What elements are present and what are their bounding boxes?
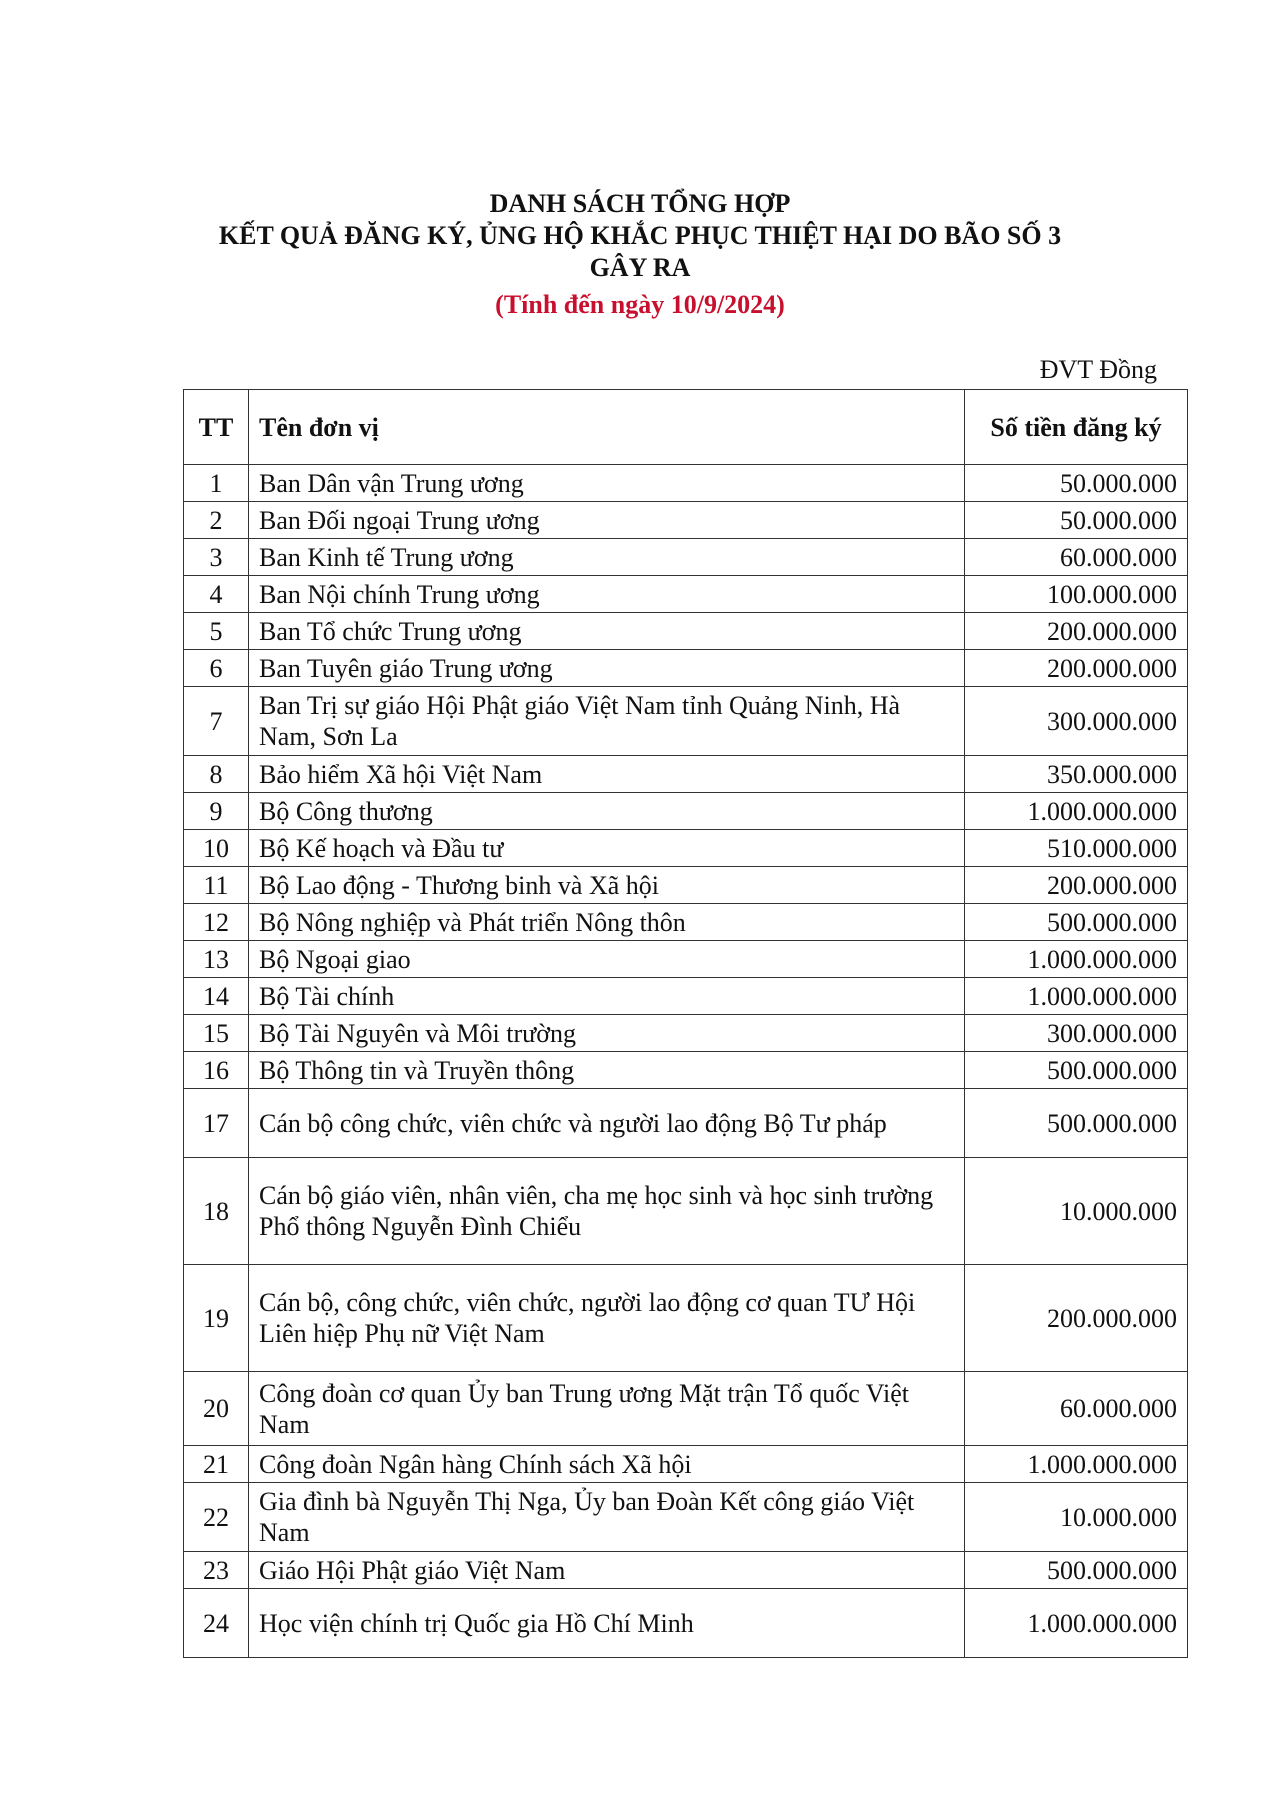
registered-amount: 60.000.000 <box>965 539 1188 576</box>
unit-name: Ban Kinh tế Trung ương <box>249 539 965 576</box>
unit-name: Bảo hiểm Xã hội Việt Nam <box>249 756 965 793</box>
registered-amount: 500.000.000 <box>965 1089 1188 1158</box>
unit-name: Ban Dân vận Trung ương <box>249 465 965 502</box>
table-row <box>184 1052 1188 1089</box>
unit-name: Giáo Hội Phật giáo Việt Nam <box>249 1552 965 1589</box>
registered-amount: 510.000.000 <box>965 830 1188 867</box>
row-number: 5 <box>184 613 249 650</box>
row-number: 18 <box>184 1158 249 1265</box>
unit-name: Bộ Thông tin và Truyền thông <box>249 1052 965 1089</box>
row-number: 9 <box>184 793 249 830</box>
column-header-name: Tên đơn vị <box>249 390 965 465</box>
unit-label: ĐVT Đồng <box>1039 355 1157 384</box>
table-row <box>184 1015 1188 1052</box>
unit-name: Bộ Tài chính <box>249 978 965 1015</box>
registered-amount: 200.000.000 <box>965 1265 1188 1372</box>
row-number: 7 <box>184 687 249 756</box>
registered-amount: 50.000.000 <box>965 502 1188 539</box>
registered-amount: 10.000.000 <box>965 1158 1188 1265</box>
unit-name: Ban Đối ngoại Trung ương <box>249 502 965 539</box>
table-row <box>184 1483 1188 1552</box>
table-row <box>184 1589 1188 1658</box>
column-header-tt: TT <box>184 390 249 465</box>
table-row <box>184 867 1188 904</box>
unit-name: Học viện chính trị Quốc gia Hồ Chí Minh <box>249 1589 965 1658</box>
table-row <box>184 941 1188 978</box>
row-number: 22 <box>184 1483 249 1552</box>
table-row <box>184 756 1188 793</box>
title-line-1: DANH SÁCH TỔNG HỢP <box>489 189 791 218</box>
table-row <box>184 1265 1188 1372</box>
row-number: 14 <box>184 978 249 1015</box>
row-number: 2 <box>184 502 249 539</box>
unit-name: Bộ Ngoại giao <box>249 941 965 978</box>
table-row <box>184 650 1188 687</box>
unit-name: Cán bộ giáo viên, nhân viên, cha mẹ học sinh và học sinh trường Phổ thông Nguyễn Đình Chiểu <box>249 1158 965 1265</box>
table-row <box>184 793 1188 830</box>
unit-name: Cán bộ, công chức, viên chức, người lao động cơ quan TƯ Hội Liên hiệp Phụ nữ Việt Nam <box>249 1265 965 1372</box>
row-number: 19 <box>184 1265 249 1372</box>
registered-amount: 500.000.000 <box>965 1552 1188 1589</box>
row-number: 21 <box>184 1446 249 1483</box>
registered-amount: 10.000.000 <box>965 1483 1188 1552</box>
table-row <box>184 576 1188 613</box>
table-row <box>184 465 1188 502</box>
row-number: 16 <box>184 1052 249 1089</box>
date-subtitle: (Tính đến ngày 10/9/2024) <box>495 290 785 319</box>
registered-amount: 50.000.000 <box>965 465 1188 502</box>
row-number: 8 <box>184 756 249 793</box>
registered-amount: 1.000.000.000 <box>965 1589 1188 1658</box>
registered-amount: 350.000.000 <box>965 756 1188 793</box>
donation-table <box>183 389 1188 1658</box>
row-number: 24 <box>184 1589 249 1658</box>
row-number: 6 <box>184 650 249 687</box>
table-row <box>184 978 1188 1015</box>
table-row <box>184 502 1188 539</box>
unit-name: Ban Tổ chức Trung ương <box>249 613 965 650</box>
unit-name: Cán bộ công chức, viên chức và người lao động Bộ Tư pháp <box>249 1089 965 1158</box>
table-row <box>184 1446 1188 1483</box>
registered-amount: 200.000.000 <box>965 613 1188 650</box>
column-header-amount: Số tiền đăng ký <box>965 390 1188 465</box>
registered-amount: 300.000.000 <box>965 1015 1188 1052</box>
registered-amount: 500.000.000 <box>965 1052 1188 1089</box>
table-header-row <box>184 390 1188 465</box>
registered-amount: 500.000.000 <box>965 904 1188 941</box>
unit-name: Bộ Công thương <box>249 793 965 830</box>
unit-name: Công đoàn Ngân hàng Chính sách Xã hội <box>249 1446 965 1483</box>
unit-name: Bộ Nông nghiệp và Phát triển Nông thôn <box>249 904 965 941</box>
unit-name: Ban Trị sự giáo Hội Phật giáo Việt Nam tỉnh Quảng Ninh, Hà Nam, Sơn La <box>249 687 965 756</box>
row-number: 23 <box>184 1552 249 1589</box>
unit-name: Bộ Tài Nguyên và Môi trường <box>249 1015 965 1052</box>
registered-amount: 1.000.000.000 <box>965 978 1188 1015</box>
registered-amount: 100.000.000 <box>965 576 1188 613</box>
table-row <box>184 830 1188 867</box>
unit-name: Bộ Lao động - Thương binh và Xã hội <box>249 867 965 904</box>
unit-name: Ban Tuyên giáo Trung ương <box>249 650 965 687</box>
row-number: 17 <box>184 1089 249 1158</box>
row-number: 12 <box>184 904 249 941</box>
registered-amount: 60.000.000 <box>965 1372 1188 1446</box>
unit-name: Công đoàn cơ quan Ủy ban Trung ương Mặt trận Tổ quốc Việt Nam <box>249 1372 965 1446</box>
registered-amount: 300.000.000 <box>965 687 1188 756</box>
registered-amount: 1.000.000.000 <box>965 1446 1188 1483</box>
table-row <box>184 1089 1188 1158</box>
table-row <box>184 687 1188 756</box>
row-number: 4 <box>184 576 249 613</box>
registered-amount: 1.000.000.000 <box>965 941 1188 978</box>
title-line-2: KẾT QUẢ ĐĂNG KÝ, ỦNG HỘ KHẮC PHỤC THIỆT HẠI DO BÃO SỐ 3 <box>218 221 1062 250</box>
table-row <box>184 904 1188 941</box>
row-number: 1 <box>184 465 249 502</box>
registered-amount: 200.000.000 <box>965 650 1188 687</box>
unit-name: Ban Nội chính Trung ương <box>249 576 965 613</box>
row-number: 10 <box>184 830 249 867</box>
table-row <box>184 539 1188 576</box>
table-row <box>184 1158 1188 1265</box>
registered-amount: 200.000.000 <box>965 867 1188 904</box>
unit-name: Bộ Kế hoạch và Đầu tư <box>249 830 965 867</box>
row-number: 15 <box>184 1015 249 1052</box>
row-number: 3 <box>184 539 249 576</box>
unit-name: Gia đình bà Nguyễn Thị Nga, Ủy ban Đoàn Kết công giáo Việt Nam <box>249 1483 965 1552</box>
row-number: 20 <box>184 1372 249 1446</box>
title-line-3: GÂY RA <box>589 253 691 282</box>
row-number: 13 <box>184 941 249 978</box>
table-row <box>184 613 1188 650</box>
table-row <box>184 1552 1188 1589</box>
registered-amount: 1.000.000.000 <box>965 793 1188 830</box>
row-number: 11 <box>184 867 249 904</box>
table-row <box>184 1372 1188 1446</box>
